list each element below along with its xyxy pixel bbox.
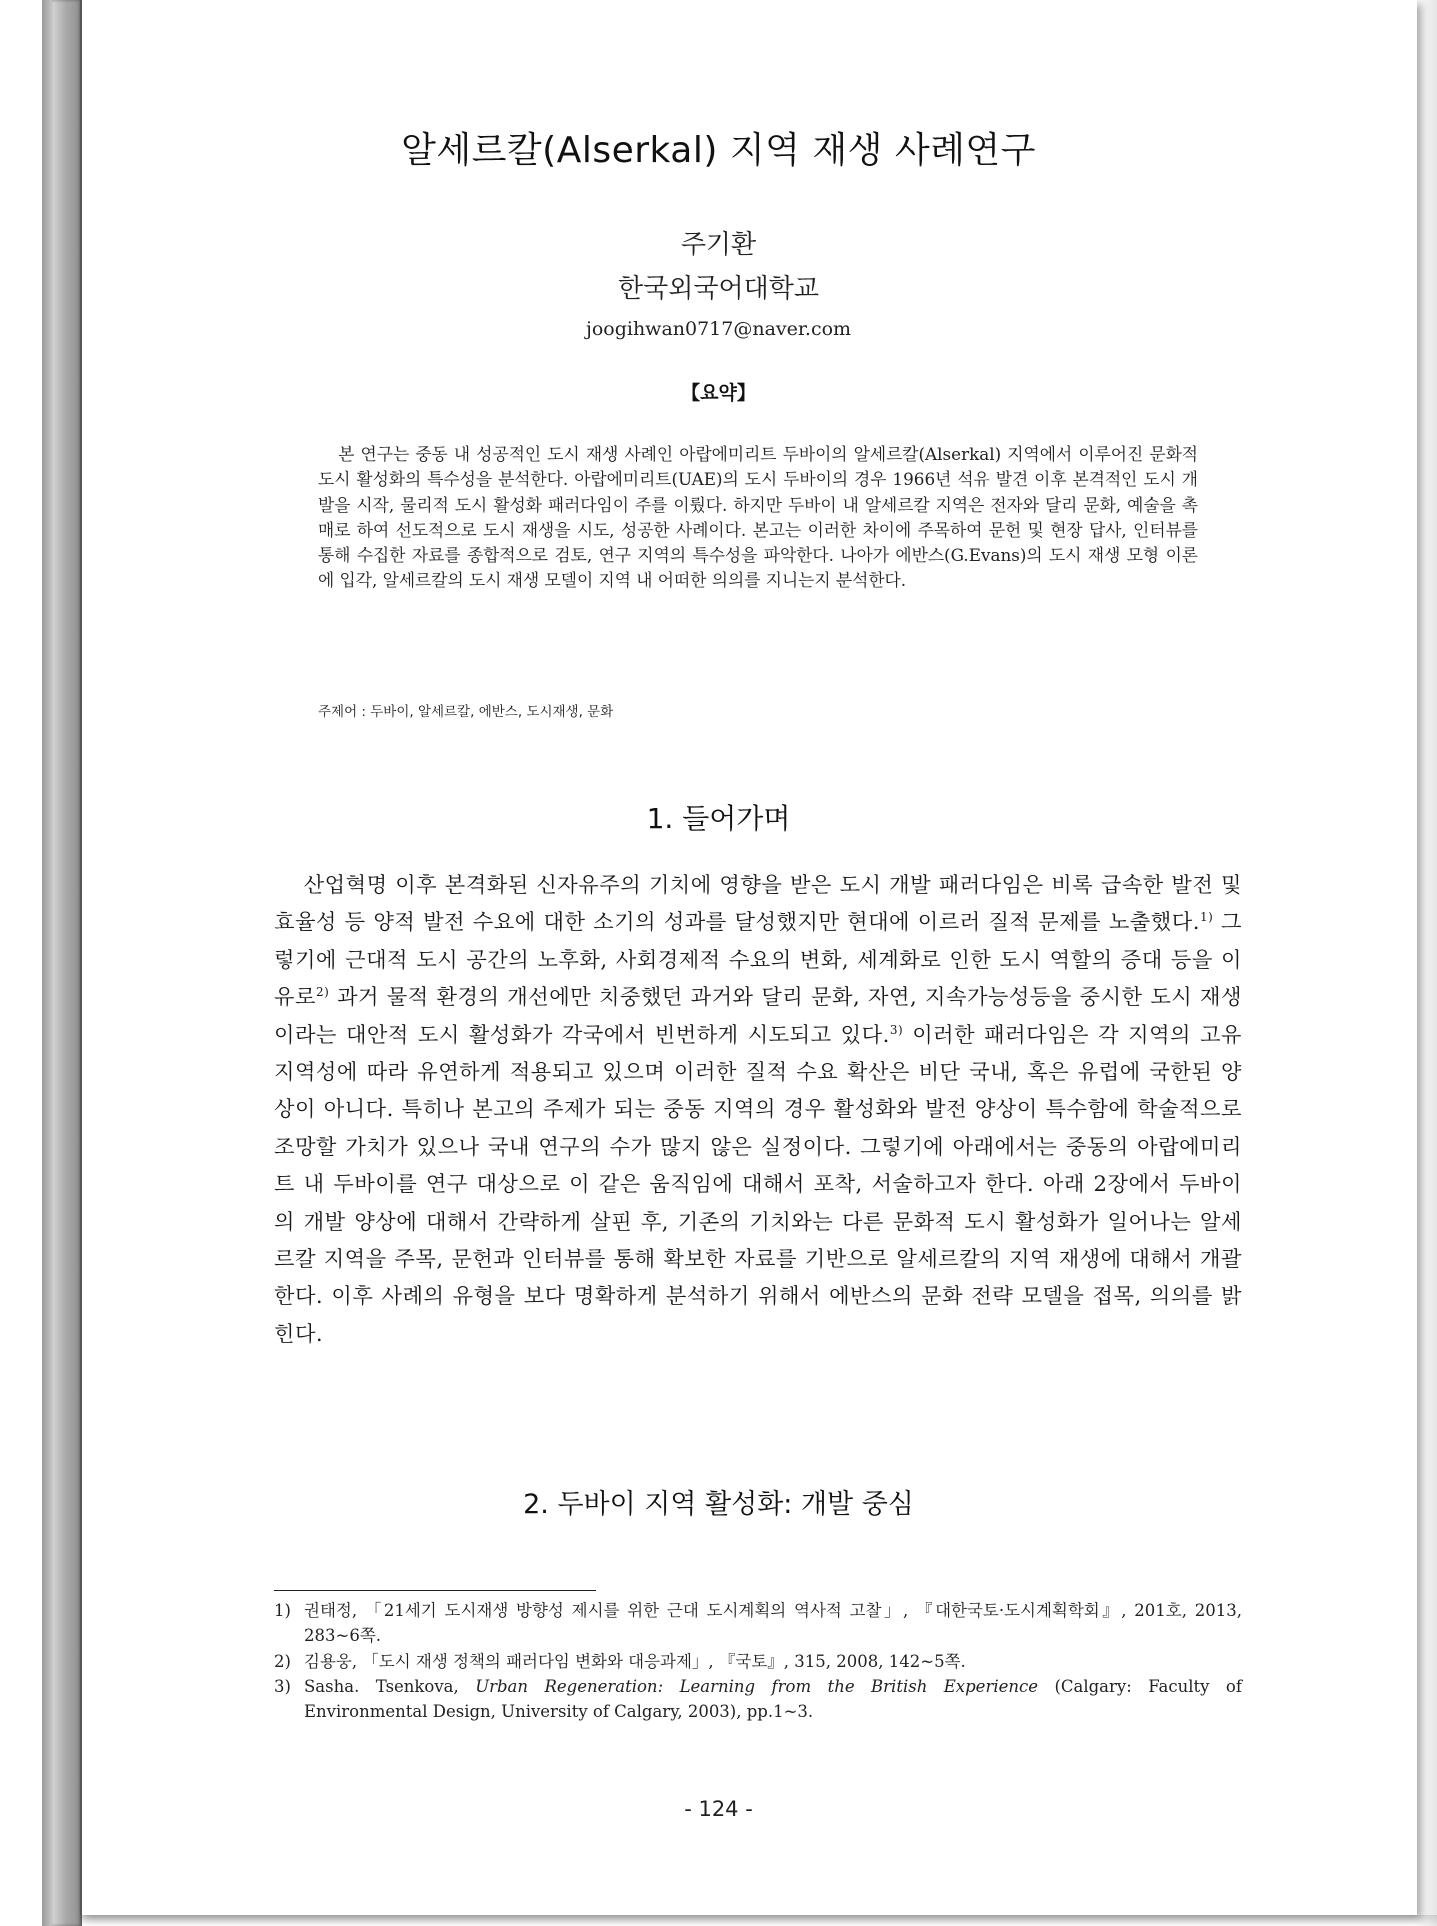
footnote-text-pre: Sasha. Tsenkova, [304, 1676, 476, 1696]
paragraph [274, 866, 1242, 1352]
sentence-span: 이러한 패러다임은 각 지역의 고유 지역성에 따라 유연하게 적용되고 있으며 이러한 질적 수요 확산은 비단 국내, 혹은 유럽에 국한된 양상이 아니다. 특히나 본고의 주제가 되는 중동 지역의 경우 활성화와 발전 양상이 특수함에 학술적으로 조망할 가치가 있으나 국내 연구의 수가 많지 않은 실정이다. 그렇기에 아래에서는 중동의 아랍에미리트 내 두바이를 연구 대상으로 이 같은 움직임에 대해서 포착, 서술하고자 한다. 아래 2장에서 두바이의 개발 양상에 대해서 간략하게 살핀 후, 기존의 기치와는 다른 문화적 도시 활성화가 일어나는 알세르칼 지역을 주목, 문헌과 인터뷰를 통해 확보한 자료를 기반으로 알세르칼의 지역 재생에 대해서 개괄한다. 이후 사례의 유형을 보다 명확하게 분석하기 위해서 에반스의 문화 전략 모델을 접목, 의의를 밝힌다. [274, 1021, 1243, 1346]
footnote-2 [274, 1649, 1242, 1674]
footnote-text-post: (Calgary: Faculty of Environmental Design, University of Calgary, 2003), pp.1~3. [304, 1676, 1242, 1722]
abstract-heading: 【요약】 [681, 382, 756, 404]
footnote-marker-2: 2) [315, 985, 330, 1000]
footnote-marker-1: 1) [1199, 910, 1214, 925]
footnote-number: 1) [274, 1601, 291, 1620]
keywords: 주제어 : 두바이, 알세르칼, 에반스, 도시재생, 문화 [318, 704, 614, 720]
author-name: 주기환 [680, 230, 757, 260]
footnote-number: 2) [274, 1651, 291, 1671]
footnote-text: 김용웅, 「도시 재생 정책의 패러다임 변화와 대응과제」, 『국토』, 315, 2008, 142~5쪽. [304, 1651, 966, 1671]
section-heading-dubai: 2. 두바이 지역 활성화: 개발 중심 [523, 1489, 914, 1520]
footnote-1 [274, 1598, 1242, 1649]
author-email: joogihwan0717@naver.com [585, 318, 852, 340]
footnote-number: 3) [274, 1676, 291, 1696]
sentence-span: 과거 물적 환경의 개선에만 치중했던 과거와 달리 문화, 자연, 지속가능성등을 중시한 도시 재생이라는 대안적 도시 활성화가 각국에서 빈번하게 시도되고 있다. [274, 984, 1242, 1047]
footnote-text: 권태정, 「21세기 도시재생 방향성 제시를 위한 근대 도시계획의 역사적 고찰」, 『대한국토·도시계획학회』, 201호, 2013, 283~6쪽. [304, 1601, 1242, 1646]
author-affiliation: 한국외국어대학교 [618, 274, 819, 304]
footnote-book-title: Urban Regeneration: Learning from the British Experience [475, 1676, 1038, 1696]
page-number: - 124 - [684, 1797, 753, 1821]
footnotes [274, 1598, 1242, 1724]
section-heading-introduction: 1. 들어가며 [646, 802, 791, 835]
abstract-text: 본 연구는 중동 내 성공적인 도시 재생 사례인 아랍에미리트 두바이의 알세르칼(Alserkal) 지역에서 이루어진 문화적 도시 활성화의 특수성을 분석한다. 아랍에미리트(UAE)의 도시 두바이의 경우 1966년 석유 발견 이후 본격적인 도시 개발을 시작, 물리적 도시 활성화 패러다임이 주를 이뤘다. 하지만 두바이 내 알세르칼 지역은 전자와 달리 문화, 예술을 촉매로 하여 선도적으로 도시 재생을 시도, 성공한 사례이다. 본고는 이러한 차이에 주목하여 문헌 및 현장 답사, 인터뷰를 통해 수집한 자료를 종합적으로 검토, 연구 지역의 특수성을 파악한다. 나아가 에반스(G.Evans)의 도시 재생 모형 이론에 입각, 알세르칼의 도시 재생 모델이 지역 내 어떠한 의의를 지니는지 분석한다. [318, 444, 1198, 591]
footnote-3 [274, 1674, 1242, 1725]
footnote-separator [274, 1590, 596, 1591]
footnote-marker-3: 3) [889, 1022, 904, 1037]
sentence-span: 산업혁명 이후 본격화된 신자유주의 기치에 영향을 받은 도시 개발 패러다임은 비록 급속한 발전 및 효율성 등 양적 발전 수요에 대한 소기의 성과를 달성했지만 현대에 이르러 질적 문제를 노출했다. [274, 872, 1242, 935]
section-body-introduction [274, 866, 1242, 1352]
paper-title: 알세르칼(Alserkal) 지역 재생 사례연구 [401, 130, 1036, 171]
page-shadow-bottom [80, 1915, 1437, 1926]
sentence-span: 그렇기에 근대적 도시 공간의 노후화, 사회경제적 수요의 변화, 세계화로 인한 도시 역할의 증대 등을 이유로 [274, 909, 1243, 1010]
